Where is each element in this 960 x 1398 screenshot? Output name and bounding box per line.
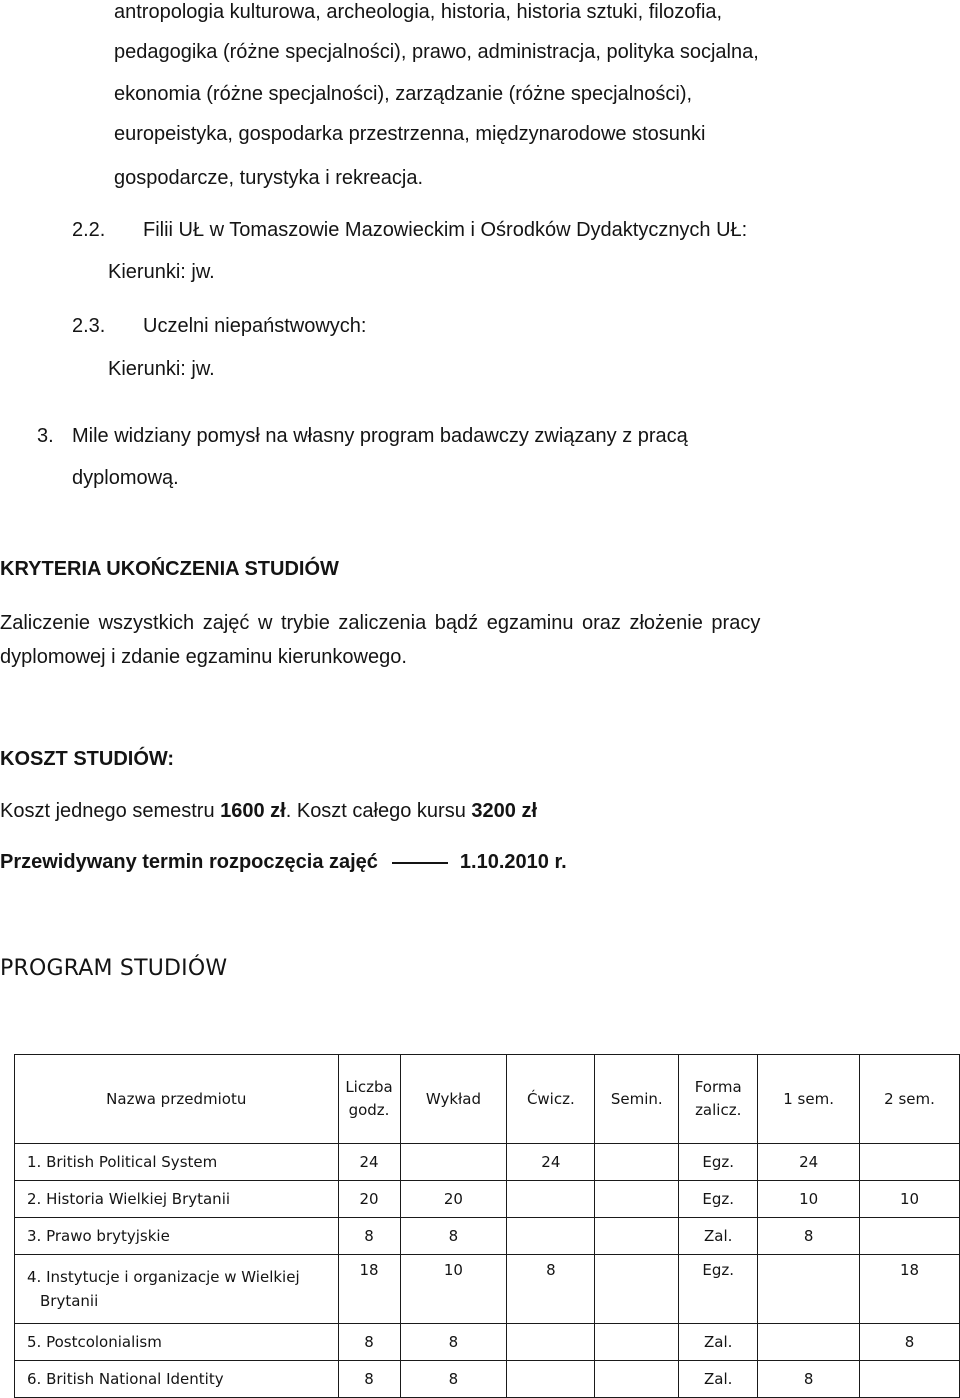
cell-name	[15, 1255, 339, 1324]
koszt-line	[0, 792, 537, 830]
cell-lecture: 10	[400, 1255, 507, 1324]
section-text: Uczelni niepaństwowych:	[143, 315, 367, 337]
dash	[392, 862, 448, 864]
start-date: 1.10.2010 r.	[459, 851, 567, 873]
table-row	[15, 1361, 960, 1398]
header-exercise: Ćwicz.	[507, 1055, 595, 1144]
cell-exercise	[507, 1218, 595, 1255]
section-text: dyplomową.	[72, 467, 179, 489]
cell-name-line1: 4. Instytucje i organizacje w Wielkiej	[27, 1268, 300, 1286]
cell-name-line2: Brytanii	[40, 1292, 99, 1310]
cell-name: 3. Prawo brytyjskie	[15, 1218, 339, 1255]
section-number: 2.2.	[72, 219, 106, 241]
cell-sem2	[860, 1218, 960, 1255]
intro-line: ekonomia (różne specjalności), zarządzanie (różne specjalności),	[114, 83, 693, 105]
section-sub: Kierunki: jw.	[108, 261, 215, 283]
cell-seminar	[595, 1144, 679, 1181]
header-hours-line2: godz.	[348, 1101, 390, 1119]
cell-hours: 24	[338, 1144, 400, 1181]
cell-hours: 20	[338, 1181, 400, 1218]
start-date-line	[0, 843, 567, 881]
cell-exercise: 24	[507, 1144, 595, 1181]
header-form-line2: zalicz.	[695, 1101, 742, 1119]
cell-name: 1. British Political System	[15, 1144, 339, 1181]
section-sub: Kierunki: jw.	[108, 358, 215, 380]
cell-sem2: 8	[860, 1324, 960, 1361]
cell-exercise: 8	[507, 1255, 595, 1324]
header-lecture: Wykład	[400, 1055, 507, 1144]
section-text: Filii UŁ w Tomaszowie Mazowieckim i Ośrodków Dydaktycznych UŁ:	[143, 219, 748, 241]
table-row	[15, 1144, 960, 1181]
cell-hours: 18	[338, 1255, 400, 1324]
header-hours	[338, 1055, 400, 1144]
cell-lecture: 8	[400, 1324, 507, 1361]
cell-exercise	[507, 1181, 595, 1218]
header-sem2: 2 sem.	[860, 1055, 960, 1144]
table-header-row	[15, 1055, 960, 1144]
header-name: Nazwa przedmiotu	[15, 1055, 339, 1144]
cell-lecture: 20	[400, 1181, 507, 1218]
koszt-heading: KOSZT STUDIÓW:	[0, 748, 175, 770]
cell-sem2: 18	[860, 1255, 960, 1324]
cell-hours: 8	[338, 1218, 400, 1255]
cell-exercise	[507, 1361, 595, 1398]
cell-seminar	[595, 1324, 679, 1361]
cell-form: Zal.	[679, 1218, 758, 1255]
course-label: . Koszt całego kursu	[285, 800, 472, 822]
cell-form: Egz.	[679, 1181, 758, 1218]
cell-lecture: 8	[400, 1361, 507, 1398]
cell-sem1: 24	[758, 1144, 860, 1181]
cell-lecture	[400, 1144, 507, 1181]
cell-sem2	[860, 1144, 960, 1181]
table-row	[15, 1218, 960, 1255]
kryteria-text: Zaliczenie wszystkich zajęć w trybie zaliczenia bądź egzaminu oraz złożenie pracy	[0, 612, 761, 634]
course-cost: 3200 zł	[471, 800, 537, 822]
header-hours-line1: Liczba	[345, 1078, 393, 1096]
cell-sem1: 8	[758, 1218, 860, 1255]
kryteria-heading: KRYTERIA UKOŃCZENIA STUDIÓW	[0, 558, 339, 580]
table-row	[15, 1324, 960, 1361]
semester-label: Koszt jednego semestru	[0, 800, 221, 822]
intro-line: antropologia kulturowa, archeologia, historia, historia sztuki, filozofia,	[114, 1, 723, 23]
table-row	[15, 1255, 960, 1324]
section-number: 2.3.	[72, 315, 106, 337]
cell-seminar	[595, 1181, 679, 1218]
cell-seminar	[595, 1361, 679, 1398]
header-sem1: 1 sem.	[758, 1055, 860, 1144]
section-number: 3.	[37, 425, 54, 447]
cell-seminar	[595, 1218, 679, 1255]
cell-name: 6. British National Identity	[15, 1361, 339, 1398]
cell-lecture: 8	[400, 1218, 507, 1255]
cell-name: 5. Postcolonialism	[15, 1324, 339, 1361]
cell-form: Zal.	[679, 1324, 758, 1361]
cell-form: Zal.	[679, 1361, 758, 1398]
kryteria-text: dyplomowej i zdanie egzaminu kierunkowego.	[0, 646, 407, 668]
intro-line: europeistyka, gospodarka przestrzenna, międzynarodowe stosunki	[114, 123, 706, 145]
cell-sem1	[758, 1324, 860, 1361]
table-row	[15, 1181, 960, 1218]
cell-sem2	[860, 1361, 960, 1398]
cell-sem1: 8	[758, 1361, 860, 1398]
header-form	[679, 1055, 758, 1144]
cell-form: Egz.	[679, 1144, 758, 1181]
cell-name: 2. Historia Wielkiej Brytanii	[15, 1181, 339, 1218]
cell-seminar	[595, 1255, 679, 1324]
section-text: Mile widziany pomysł na własny program badawczy związany z pracą	[72, 425, 688, 447]
cell-sem1	[758, 1255, 860, 1324]
cell-form: Egz.	[679, 1255, 758, 1324]
cell-hours: 8	[338, 1324, 400, 1361]
cell-sem2: 10	[860, 1181, 960, 1218]
intro-line: gospodarcze, turystyka i rekreacja.	[114, 167, 424, 189]
cell-hours: 8	[338, 1361, 400, 1398]
cell-sem1: 10	[758, 1181, 860, 1218]
semester-cost: 1600 zł	[220, 800, 286, 822]
program-heading: PROGRAM STUDIÓW	[0, 956, 228, 981]
cell-exercise	[507, 1324, 595, 1361]
intro-line: pedagogika (różne specjalności), prawo, administracja, polityka socjalna,	[114, 41, 759, 63]
start-label: Przewidywany termin rozpoczęcia zajęć	[0, 851, 378, 873]
program-table	[14, 1054, 960, 1398]
header-seminar: Semin.	[595, 1055, 679, 1144]
header-form-line1: Forma	[694, 1078, 742, 1096]
